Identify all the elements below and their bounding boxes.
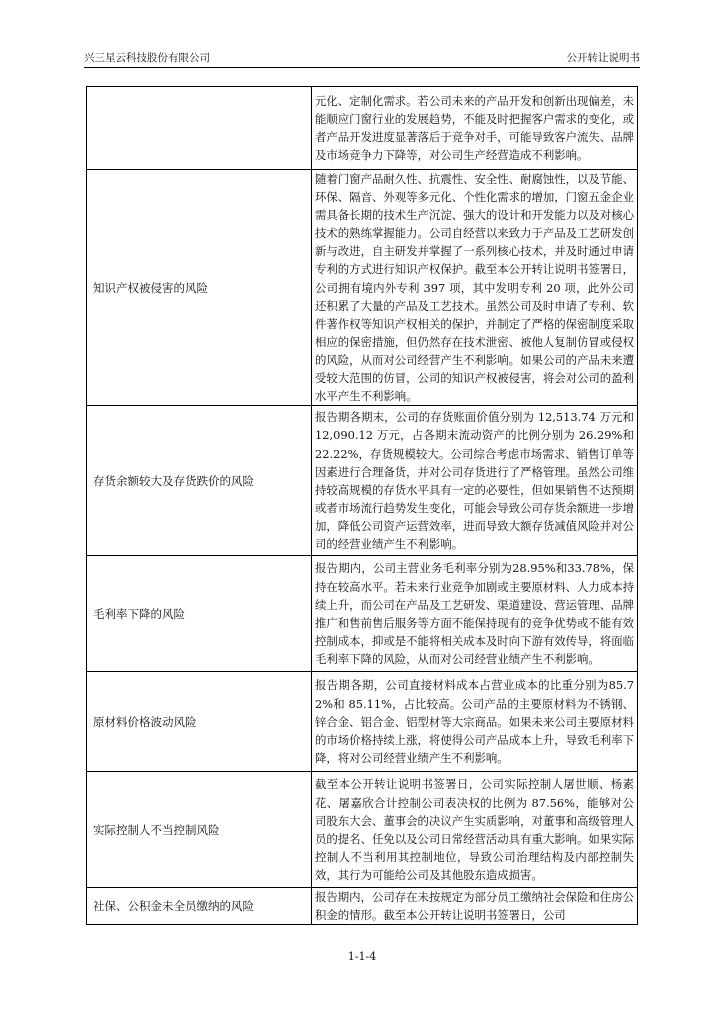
risk-description: 报告期各期，公司直接材料成本占营业成本的比重分别为85.72%和 85.11%，占比较高。公司产品的主要原材料为不锈钢、锌合金、铝合金、铝型材等大宗商品。如果未来公司主要原材料的市场价格持续上涨，将使得公司产品成本上升，导致毛利率下降，将对公司经营业绩产生不利影响。 [315,678,634,765]
risk-name-cell: 实际控制人不当控制风险 [87,772,312,888]
risk-name-cell: 社保、公积金未全员缴纳的风险 [87,888,312,925]
risk-description: 截至本公开转让说明书签署日，公司实际控制人屠世顺、杨素花、屠嘉欣合计控制公司表决权的比例为 87.56%，能够对公司股东大会、董事会的决议产生实质影响，对董事和高级管理人员的提名、任免以及公司日常经营活动具有重大影响。如果实际控制人不当利用其控制地位，导致公司治理结构及内部控制失效，其行为可能给公司及其他股东造成损害。 [315,777,634,882]
risk-description-cell [312,556,638,672]
table-row [87,772,638,888]
risk-description-cell [312,170,638,406]
risk-name-cell: 知识产权被侵害的风险 [87,170,312,406]
risk-description: 元化、定制化需求。若公司未来的产品开发和创新出现偏差，未能顺应门窗行业的发展趋势，不能及时把握客户需求的变化，或者产品开发进度显著落后于竞争对手，可能导致客户流失、品牌及市场竞争力下降等，对公司生产经营造成不利影响。 [315,93,634,163]
risk-description: 随着门窗产品耐久性、抗震性、安全性、耐腐蚀性，以及节能、环保、隔音、外观等多元化、个性化需求的增加，门窗五金企业需具备长期的技术生产沉淀、强大的设计和开发能力以及对核心技术的熟练掌握能力。公司自经营以来致力于产品及工艺研发创新与改进，自主研发并掌握了一系列核心技术，并及时通过申请专利的方式进行知识产权保护。截至本公开转让说明书签署日，公司拥有境内外专利 397 项，其中发明专利 20 项，此外公司还积累了大量的产品及工艺技术。虽然公司及时申请了专利、软件著作权等知识产权相关的保护，并制定了严格的保密制度采取相应的保密措施，但仍然存在技术泄密、被他人复制仿冒或侵权的风险，从而对公司经营产生不利影响。如果公司的产品未来遭受较大范围的仿冒，公司的知识产权被侵害，将会对公司的盈利水平产生不利影响。 [315,172,634,404]
page-header [84,50,640,66]
header-divider [84,67,640,68]
risk-description-cell [312,406,638,556]
risk-name-cell: 毛利率下降的风险 [87,556,312,672]
risk-description: 报告期内，公司存在未按规定为部分员工缴纳社会保险和住房公积金的情形。截至本公开转让说明书签署日，公司 [315,890,634,923]
risk-description-cell [312,772,638,888]
table-row [87,87,638,170]
risk-name-cell: 存货余额较大及存货跌价的风险 [87,406,312,556]
table-row [87,170,638,406]
table-row [87,556,638,672]
page-number: 1-1-4 [347,950,377,963]
header-company-name: 兴三星云科技股份有限公司 [84,52,210,64]
risk-description-cell [312,888,638,925]
table-row [87,406,638,556]
risk-description: 报告期各期末，公司的存货账面价值分别为 12,513.74 万元和 12,090.12 万元，占各期末流动资产的比例分别为 26.29%和 22.22%，存货规模较大。公司综合考虑市场需求、销售订单等因素进行合理备货，并对公司存货进行了严格管理。虽然公司维持较高规模的存货水平具有一定的必要性，但如果销售不达预期或者市场流行趋势发生变化，可能会导致公司存货余额进一步增加，降低公司资产运营效率，进而导致大额存货减值风险并对公司的经营业绩产生不利影响。 [315,410,634,551]
risk-description-cell [312,87,638,170]
risk-factors-table [86,86,638,925]
header-document-type: 公开转让说明书 [566,52,640,64]
risk-name-cell [87,87,312,170]
risk-description-cell [312,672,638,772]
risk-name-cell: 原材料价格波动风险 [87,672,312,772]
risk-description: 报告期内，公司主营业务毛利率分别为28.95%和33.78%，保持在较高水平。若未来行业竞争加剧或主要原材料、人力成本持续上升，而公司在产品及工艺研发、渠道建设、营运管理、品牌推广和售前售后服务等方面不能保持现有的竞争优势或不能有效控制成本，抑或是不能将相关成本及时向下游有效传导，将面临毛利率下降的风险，从而对公司经营业绩产生不利影响。 [315,561,634,666]
table-row [87,888,638,925]
table-row [87,672,638,772]
